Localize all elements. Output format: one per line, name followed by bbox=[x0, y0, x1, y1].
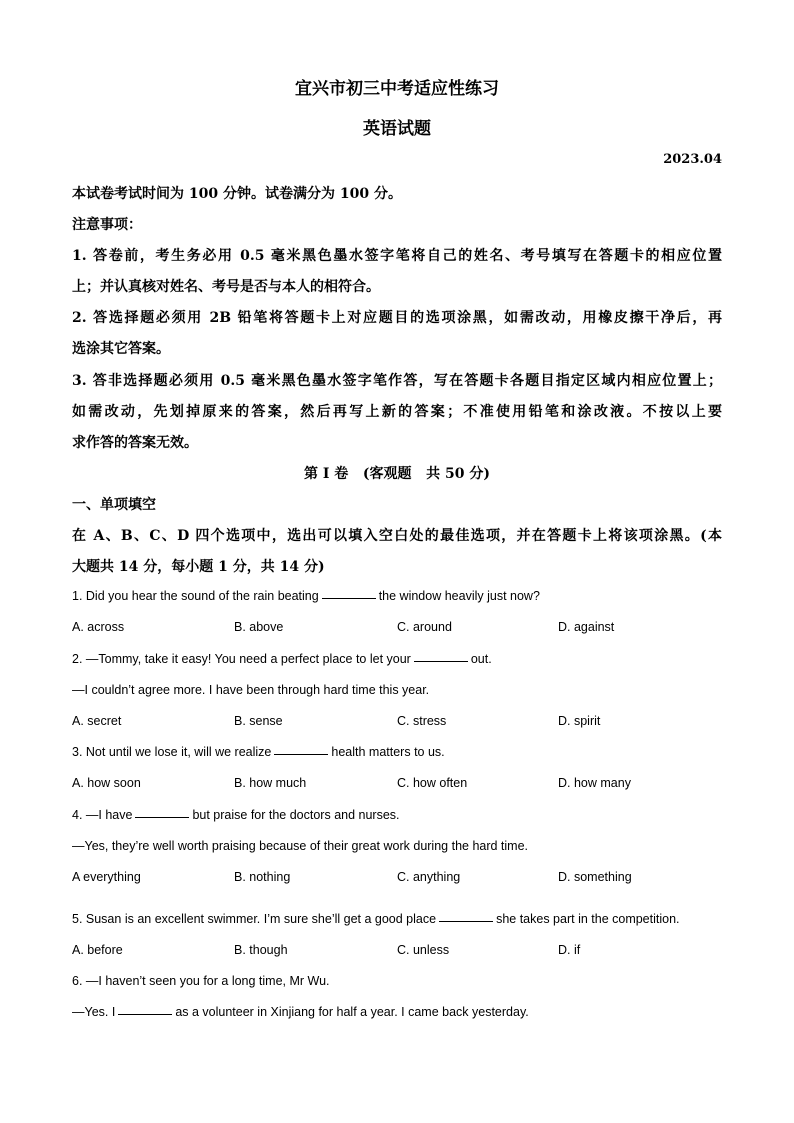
notice-1-line-2: 上；并认真核对姓名、考号是否与本人的相符合。 bbox=[72, 279, 380, 295]
question-3-option-b[interactable]: B. how much bbox=[234, 776, 307, 790]
instruction-line-2: 大题共 14 分，每小题 1 分，共 14 分) bbox=[72, 559, 325, 575]
answer-blank bbox=[274, 753, 328, 755]
notice-heading: 注意事项： bbox=[72, 217, 142, 233]
question-2-option-b[interactable]: B. sense bbox=[234, 714, 283, 728]
question-1-option-d[interactable]: D. against bbox=[558, 620, 615, 634]
question-1-stem: 1. Did you hear the sound of the rain beating bbox=[72, 589, 319, 603]
answer-blank bbox=[118, 1013, 172, 1015]
question-3-stem: 3. Not until we lose it, will we realize bbox=[72, 745, 272, 759]
question-2-stem-end: out. bbox=[470, 652, 492, 666]
question-4-stem: 4. —I have bbox=[72, 808, 133, 822]
question-6-reply-end: as a volunteer in Xinjiang for half a year. I came back yesterday. bbox=[175, 1005, 529, 1019]
answer-blank bbox=[135, 816, 189, 818]
question-5-option-a[interactable]: A. before bbox=[72, 943, 123, 957]
question-6-reply-start: —Yes. I bbox=[72, 1005, 116, 1019]
notice-2-line-1: 2. 答选择题必须用 2B 铅笔将答题卡上对应题目的选项涂黑，如需改动，用橡皮擦干净后，再 bbox=[72, 310, 722, 326]
question-2-reply: —I couldn’t agree more. I have been through hard time this year. bbox=[72, 683, 430, 697]
instruction-line-1: 在 A、B、C、D 四个选项中，选出可以填入空白处的最佳选项，并在答题卡上将该项涂黑。(本 bbox=[72, 528, 722, 544]
question-2-option-c[interactable]: C. stress bbox=[397, 714, 447, 728]
question-5-option-c[interactable]: C. unless bbox=[397, 943, 450, 957]
question-3-option-a[interactable]: A. how soon bbox=[72, 776, 141, 790]
question-5-option-b[interactable]: B. though bbox=[234, 943, 288, 957]
question-3-option-c[interactable]: C. how often bbox=[397, 776, 468, 790]
answer-blank bbox=[322, 597, 376, 599]
question-5-stem: 5. Susan is an excellent swimmer. I’m sure she’ll get a good place bbox=[72, 912, 437, 926]
question-2 bbox=[72, 652, 492, 666]
question-4-option-d[interactable]: D. something bbox=[558, 870, 632, 884]
exam-title: 宜兴市初三中考适应性练习 bbox=[295, 79, 499, 99]
question-4 bbox=[72, 808, 400, 822]
answer-blank bbox=[414, 660, 468, 662]
part-heading: 一、单项填空 bbox=[72, 497, 156, 513]
question-5-option-d[interactable]: D. if bbox=[558, 943, 581, 957]
notice-3-line-2: 如需改动，先划掉原来的答案，然后再写上新的答案；不准使用铅笔和涂改液。不按以上要 bbox=[72, 404, 722, 420]
section-title: 第 I 卷 (客观题 共 50 分) bbox=[303, 466, 491, 482]
question-3-option-d[interactable]: D. how many bbox=[558, 776, 631, 790]
question-5-stem-end: she takes part in the competition. bbox=[496, 912, 680, 926]
question-5 bbox=[72, 912, 680, 926]
question-2-option-a[interactable]: A. secret bbox=[72, 714, 122, 728]
exam-date: 2023.04 bbox=[663, 152, 722, 167]
question-2-stem: 2. —Tommy, take it easy! You need a perfect place to let your bbox=[72, 652, 411, 666]
question-3-stem-end: health matters to us. bbox=[331, 745, 445, 759]
question-1-option-a[interactable]: A. across bbox=[72, 620, 125, 634]
question-2-option-d[interactable]: D. spirit bbox=[558, 714, 601, 728]
question-6-reply bbox=[72, 1005, 529, 1019]
question-1-stem-end: the window heavily just now? bbox=[378, 589, 540, 603]
question-4-option-a[interactable]: A everything bbox=[72, 870, 141, 884]
question-3 bbox=[72, 745, 445, 759]
question-1-option-c[interactable]: C. around bbox=[397, 620, 452, 634]
question-4-option-c[interactable]: C. anything bbox=[397, 870, 461, 884]
notice-3-line-1: 3. 答非选择题必须用 0.5 毫米黑色墨水签字笔作答，写在答题卡各题目指定区域内相应位置上； bbox=[72, 373, 722, 389]
notice-1-line-1: 1. 答卷前，考生务必用 0.5 毫米黑色墨水签字笔将自己的姓名、考号填写在答题卡的相应位置 bbox=[72, 248, 722, 264]
subject-title: 英语试题 bbox=[363, 119, 431, 139]
answer-blank bbox=[439, 920, 493, 922]
notice-2-line-2: 选涂其它答案。 bbox=[72, 341, 170, 357]
question-1-option-b[interactable]: B. above bbox=[234, 620, 284, 634]
time-note: 本试卷考试时间为 100 分钟。试卷满分为 100 分。 bbox=[72, 186, 402, 202]
question-4-stem-end: but praise for the doctors and nurses. bbox=[192, 808, 400, 822]
question-4-option-b[interactable]: B. nothing bbox=[234, 870, 291, 884]
notice-3-line-3: 求作答的答案无效。 bbox=[72, 435, 198, 451]
question-4-reply: —Yes, they’re well worth praising because of their great work during the hard time. bbox=[72, 839, 529, 853]
question-1 bbox=[72, 589, 540, 603]
question-6: 6. —I haven’t seen you for a long time, Mr Wu. bbox=[72, 974, 330, 988]
